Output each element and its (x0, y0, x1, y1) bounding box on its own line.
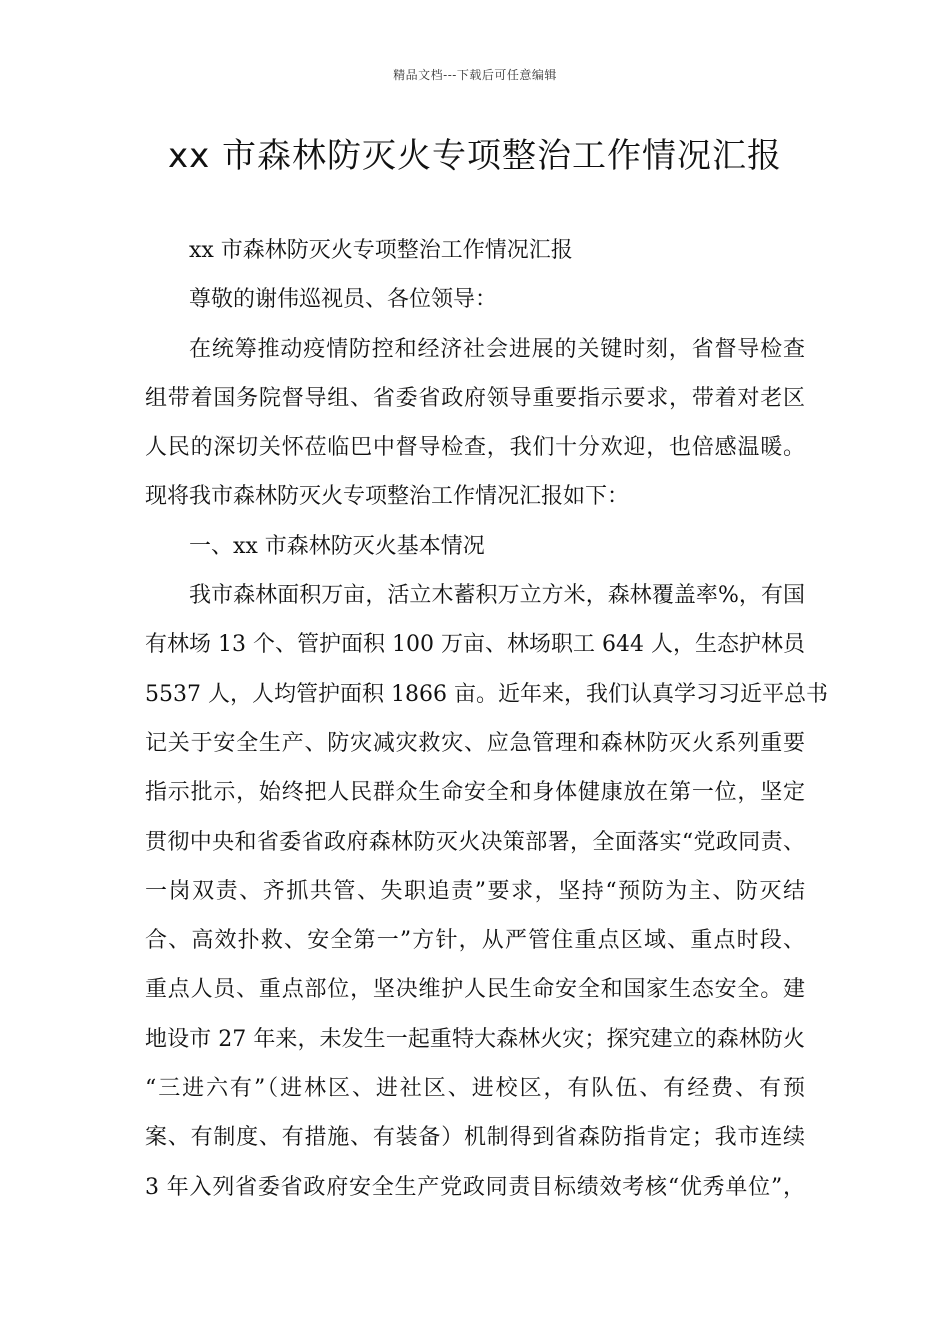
document-body (145, 226, 828, 1212)
section-heading: 一、xx 市森林防灭火基本情况 (189, 533, 485, 559)
paragraph-line: 重点人员、重点部位，坚决维护人民生命安全和国家生态安全。建 (145, 977, 805, 1003)
paragraph-line: 现将我市森林防灭火专项整治工作情况汇报如下： (145, 484, 630, 510)
paragraph-line: 合、高效扑救、安全第一”方针，从严管住重点区域、重点时段、 (145, 928, 805, 954)
body-subtitle-line: xx 市森林防灭火专项整治工作情况汇报 (189, 238, 573, 263)
paragraph-line: 5537 人，人均管护面积 1866 亩。近年来，我们认真学习习近平总书 (145, 681, 828, 707)
paragraph-line: 指示批示，始终把人民群众生命安全和身体健康放在第一位，坚定 (145, 780, 805, 806)
paragraph-line: 贯彻中央和省委省政府森林防灭火决策部署，全面落实“党政同责、 (145, 829, 805, 855)
paragraph-line: 3 年入列省委省政府安全生产党政同责目标绩效考核“优秀单位”， (145, 1174, 805, 1200)
header-note: 精品文档---下载后可任意编辑 (393, 68, 557, 82)
paragraph-line: 在统筹推动疫情防控和经济社会进展的关键时刻，省督导检查 (189, 336, 805, 362)
paragraph-line: 记关于安全生产、防灾减灾救灾、应急管理和森林防灭火系列重要 (145, 730, 805, 756)
salutation-line: 尊敬的谢伟巡视员、各位领导： (189, 287, 498, 313)
paragraph-line: “三进六有”（进林区、进社区、进校区，有队伍、有经费、有预 (145, 1076, 805, 1102)
paragraph-line: 人民的深切关怀莅临巴中督导检查，我们十分欢迎，也倍感温暖。 (145, 435, 805, 461)
paragraph-line: 我市森林面积万亩，活立木蓄积万立方米，森林覆盖率%，有国 (189, 583, 805, 609)
paragraph-line: 案、有制度、有措施、有装备）机制得到省森防指肯定；我市连续 (145, 1125, 805, 1151)
paragraph-line: 组带着国务院督导组、省委省政府领导重要指示要求，带着对老区 (145, 385, 805, 411)
paragraph-line: 有林场 13 个、管护面积 100 万亩、林场职工 644 人，生态护林员 (145, 632, 805, 658)
paragraph-line: 一岗双责、齐抓共管、失职追责”要求，坚持“预防为主、防灭结 (145, 878, 805, 904)
document-title: xx 市森林防灭火专项整治工作情况汇报 (167, 136, 783, 176)
paragraph-line: 地设市 27 年来，未发生一起重特大森林火灾；探究建立的森林防火 (145, 1026, 805, 1052)
